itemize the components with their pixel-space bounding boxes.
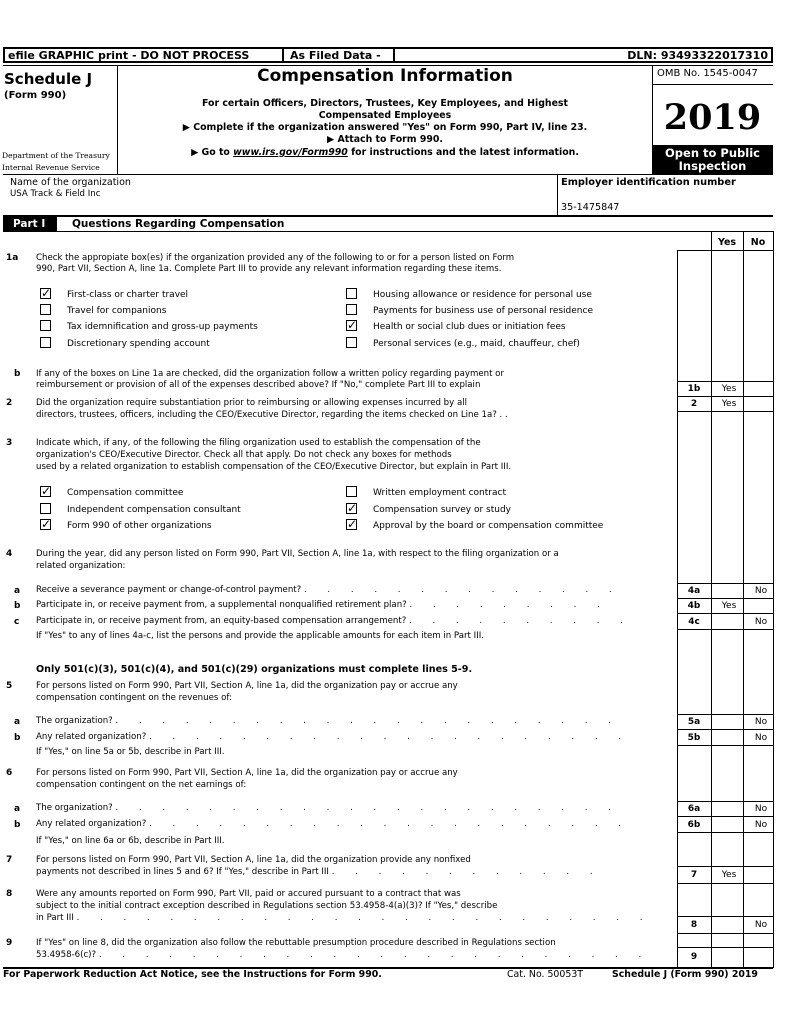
label-discretionary-spending: Discretionary spending account xyxy=(67,339,210,349)
q7-number: 7 xyxy=(6,855,13,865)
checkbox-personal-services[interactable] xyxy=(346,337,357,348)
checkbox-compensation-committee[interactable] xyxy=(40,486,51,497)
q5-text-1: For persons listed on Form 990, Part VII, Section A, line 1a, did the organization pay or accrue any xyxy=(36,681,458,691)
q9-text-1: If "Yes" on line 8, did the organization also follow the rebuttable presumption procedure described in Regulations section xyxy=(36,938,556,948)
q4a-code: 4a xyxy=(687,586,701,596)
ein-value: 35-1475847 xyxy=(561,202,620,213)
label-written-contract: Written employment contract xyxy=(373,488,506,498)
q9-code: 9 xyxy=(690,952,698,962)
q6b-code: 6b xyxy=(687,820,701,830)
q6b-no: No xyxy=(754,820,768,830)
q4-number: 4 xyxy=(6,549,13,559)
q4a-number: a xyxy=(14,586,21,596)
checkbox-discretionary-spending[interactable] xyxy=(40,337,51,348)
q8-number: 8 xyxy=(6,889,13,899)
checkbox-housing-allowance[interactable] xyxy=(346,288,357,299)
dept-treasury: Department of the Treasury xyxy=(2,151,110,160)
yes-column-header: Yes xyxy=(717,237,737,248)
subtitle-3: ▶ Complete if the organization answered "Yes" on Form 990, Part IV, line 23. xyxy=(182,122,588,133)
irs-link[interactable]: www.irs.gov/Form990 xyxy=(233,147,348,158)
q4c-no: No xyxy=(754,617,768,627)
label-independent-consultant: Independent compensation consultant xyxy=(67,505,241,515)
q6-number: 6 xyxy=(6,768,13,778)
q5-note: If "Yes," on line 5a or 5b, describe in Part III. xyxy=(36,747,225,757)
ein-label: Employer identification number xyxy=(561,177,736,188)
label-health-club-dues: Health or social club dues or initiation fees xyxy=(373,322,566,332)
checkbox-form-990-other[interactable] xyxy=(40,519,51,530)
label-business-residence: Payments for business use of personal residence xyxy=(373,306,593,316)
q6a-code: 6a xyxy=(687,804,701,814)
q1b-text-1: If any of the boxes on Line 1a are checked, did the organization follow a written policy regarding payment or xyxy=(36,369,504,379)
q7-code: 7 xyxy=(690,870,698,880)
q3-text-1: Indicate which, if any, of the following the filing organization used to establish the compensation of the xyxy=(36,438,481,448)
q6a-no: No xyxy=(754,804,768,814)
checkbox-independent-consultant[interactable] xyxy=(40,503,51,514)
q3-number: 3 xyxy=(6,438,13,448)
label-form-990-other: Form 990 of other organizations xyxy=(67,521,212,531)
checkbox-compensation-survey[interactable] xyxy=(346,503,357,514)
checkbox-health-club-dues[interactable] xyxy=(346,320,357,331)
q5b-code: 5b xyxy=(687,733,701,743)
only-501c-note: Only 501(c)(3), 501(c)(4), and 501(c)(29) organizations must complete lines 5-9. xyxy=(36,664,473,675)
part-1-tag: Part I xyxy=(3,217,57,231)
org-name-label: Name of the organization xyxy=(10,177,131,188)
q5a-code: 5a xyxy=(687,717,701,727)
q1b-text-2: reimbursement or provision of all of the expenses described above? If "No," complete Part III to explain xyxy=(36,380,481,390)
q2-yes: Yes xyxy=(721,399,737,409)
paperwork-notice: For Paperwork Reduction Act Notice, see the Instructions for Form 990. xyxy=(3,969,382,980)
label-first-class-travel: First-class or charter travel xyxy=(67,290,189,300)
q5a-number: a xyxy=(14,717,21,727)
checkbox-tax-idemnification[interactable] xyxy=(40,320,51,331)
q5a-no: No xyxy=(754,717,768,727)
q4c-number: c xyxy=(14,617,20,627)
label-personal-services: Personal services (e.g., maid, chauffeur, chef) xyxy=(373,339,580,349)
q4b-text: Participate in, or receive payment from, a supplemental nonqualified retirement plan? . . . . . . . . . xyxy=(36,600,609,610)
q1b-code: 1b xyxy=(687,384,701,394)
q5b-text: Any related organization? . . . . . . . . . . . . . . . . . . . . . xyxy=(36,732,631,742)
as-filed-label: As Filed Data - xyxy=(290,49,381,62)
q4-note: If "Yes" to any of lines 4a-c, list the persons and provide the applicable amounts for each item in Part III. xyxy=(36,631,484,641)
q1a-number: 1a xyxy=(6,253,19,263)
checkbox-board-approval[interactable] xyxy=(346,519,357,530)
checkbox-travel-companions[interactable] xyxy=(40,304,51,315)
q3-text-2: organization's CEO/Executive Director. Check all that apply. Do not check any boxes for methods xyxy=(36,450,452,460)
q4c-text: Participate in, or receive payment from, an equity-based compensation arrangement? . . . . . . . . . . xyxy=(36,616,632,626)
q1b-number: b xyxy=(14,369,21,379)
q8-text-1: Were any amounts reported on Form 990, Part VII, paid or accured pursuant to a contract that was xyxy=(36,889,461,899)
q2-text-1: Did the organization require substantiation prior to reimbursing or allowing expenses incurred by all xyxy=(36,398,467,408)
label-compensation-survey: Compensation survey or study xyxy=(373,505,511,515)
omb-number: OMB No. 1545-0047 xyxy=(657,68,758,79)
org-name: USA Track & Field Inc xyxy=(10,189,101,199)
q1a-text-1: Check the appropiate box(es) if the organization provided any of the following to or for a person listed on Form xyxy=(36,253,515,263)
part-1-title: Questions Regarding Compensation xyxy=(72,218,285,230)
q4b-yes: Yes xyxy=(721,601,737,611)
q4-text-1: During the year, did any person listed on Form 990, Part VII, Section A, line 1a, with respect to the filing organization or a xyxy=(36,549,559,559)
label-tax-idemnification: Tax idemnification and gross-up payments xyxy=(67,322,258,332)
dln-label: DLN: 93493322017310 xyxy=(627,49,768,62)
checkbox-first-class-travel[interactable] xyxy=(40,288,51,299)
q6a-number: a xyxy=(14,804,21,814)
q4b-number: b xyxy=(14,601,21,611)
q2-code: 2 xyxy=(690,399,698,409)
footer-form-id: Schedule J (Form 990) 2019 xyxy=(612,969,758,980)
subtitle-2: Compensated Employees xyxy=(318,110,452,121)
q7-yes: Yes xyxy=(721,870,737,880)
q1a-text-2: 990, Part VII, Section A, line 1a. Complete Part III to provide any relevant information regarding these items. xyxy=(36,264,502,274)
q4c-code: 4c xyxy=(688,617,700,627)
q3-text-3: used by a related organization to establish compensation of the CEO/Executive Director, but explain in Part III. xyxy=(36,462,512,472)
q5-text-2: compensation contingent on the revenues of: xyxy=(36,693,232,703)
q5-number: 5 xyxy=(6,681,13,691)
q2-number: 2 xyxy=(6,398,13,408)
q4a-text: Receive a severance payment or change-of-control payment? . . . . . . . . . . . . . . xyxy=(36,585,621,595)
q8-code: 8 xyxy=(690,920,698,930)
q4a-no: No xyxy=(754,586,768,596)
no-column-header: No xyxy=(750,237,766,248)
form-ref: (Form 990) xyxy=(4,90,67,101)
q7-text-2: payments not described in lines 5 and 6? If "Yes," describe in Part III . . . . . . . . . . . . xyxy=(36,867,602,877)
irs-label: Internal Revenue Service xyxy=(2,163,100,172)
checkbox-written-contract[interactable] xyxy=(346,486,357,497)
q9-number: 9 xyxy=(6,938,13,948)
checkbox-business-residence[interactable] xyxy=(346,304,357,315)
q2-text-2: directors, trustees, officers, including the CEO/Executive Director, regarding the items checked on Line 1a? . . xyxy=(36,410,508,420)
q8-text-2: subject to the initial contract exception described in Regulations section 53.4958-4(a)(3)? If "Yes," describe xyxy=(36,901,498,911)
q4-text-2: related organization: xyxy=(36,561,126,571)
open-to-public-box: Open to Public Inspection xyxy=(652,145,773,174)
q8-no: No xyxy=(754,920,768,930)
q5b-number: b xyxy=(14,733,21,743)
label-board-approval: Approval by the board or compensation committee xyxy=(373,521,604,531)
q5b-no: No xyxy=(754,733,768,743)
q5a-text: The organization? . . . . . . . . . . . . . . . . . . . . . . xyxy=(36,716,620,726)
form-title: Compensation Information xyxy=(257,66,513,86)
q6a-text: The organization? . . . . . . . . . . . . . . . . . . . . . . xyxy=(36,803,620,813)
q7-text-1: For persons listed on Form 990, Part VII, Section A, line 1a, did the organization provide any nonfixed xyxy=(36,855,471,865)
label-compensation-committee: Compensation committee xyxy=(67,488,184,498)
subtitle-4: ▶ Attach to Form 990. xyxy=(327,134,443,145)
subtitle-1: For certain Officers, Directors, Trustees, Key Employees, and Highest xyxy=(202,98,568,109)
efile-banner xyxy=(3,47,773,63)
q8-text-3: in Part III . . . . . . . . . . . . . . . . . . . . . . . . . xyxy=(36,913,652,923)
tax-year: 2019 xyxy=(663,97,762,138)
q6-text-1: For persons listed on Form 990, Part VII, Section A, line 1a, did the organization pay or accrue any xyxy=(36,768,458,778)
label-travel-companions: Travel for companions xyxy=(67,306,167,316)
q6-text-2: compensation contingent on the net earnings of: xyxy=(36,780,247,790)
catalog-number: Cat. No. 50053T xyxy=(507,969,584,980)
q6b-text: Any related organization? . . . . . . . . . . . . . . . . . . . . . xyxy=(36,819,631,829)
efile-label: efile GRAPHIC print - DO NOT PROCESS xyxy=(8,49,250,62)
q4b-code: 4b xyxy=(687,601,701,611)
subtitle-5: ▶ Go to www.irs.gov/Form990 for instructions and the latest information. xyxy=(191,147,579,158)
q9-text-2: 53.4958-6(c)? . . . . . . . . . . . . . . . . . . . . . . . . xyxy=(36,950,651,960)
schedule-title: Schedule J xyxy=(4,70,93,88)
label-housing-allowance: Housing allowance or residence for personal use xyxy=(373,290,592,300)
q6b-number: b xyxy=(14,820,21,830)
q1b-yes: Yes xyxy=(721,384,737,394)
q6-note: If "Yes," on line 6a or 6b, describe in Part III. xyxy=(36,836,225,846)
